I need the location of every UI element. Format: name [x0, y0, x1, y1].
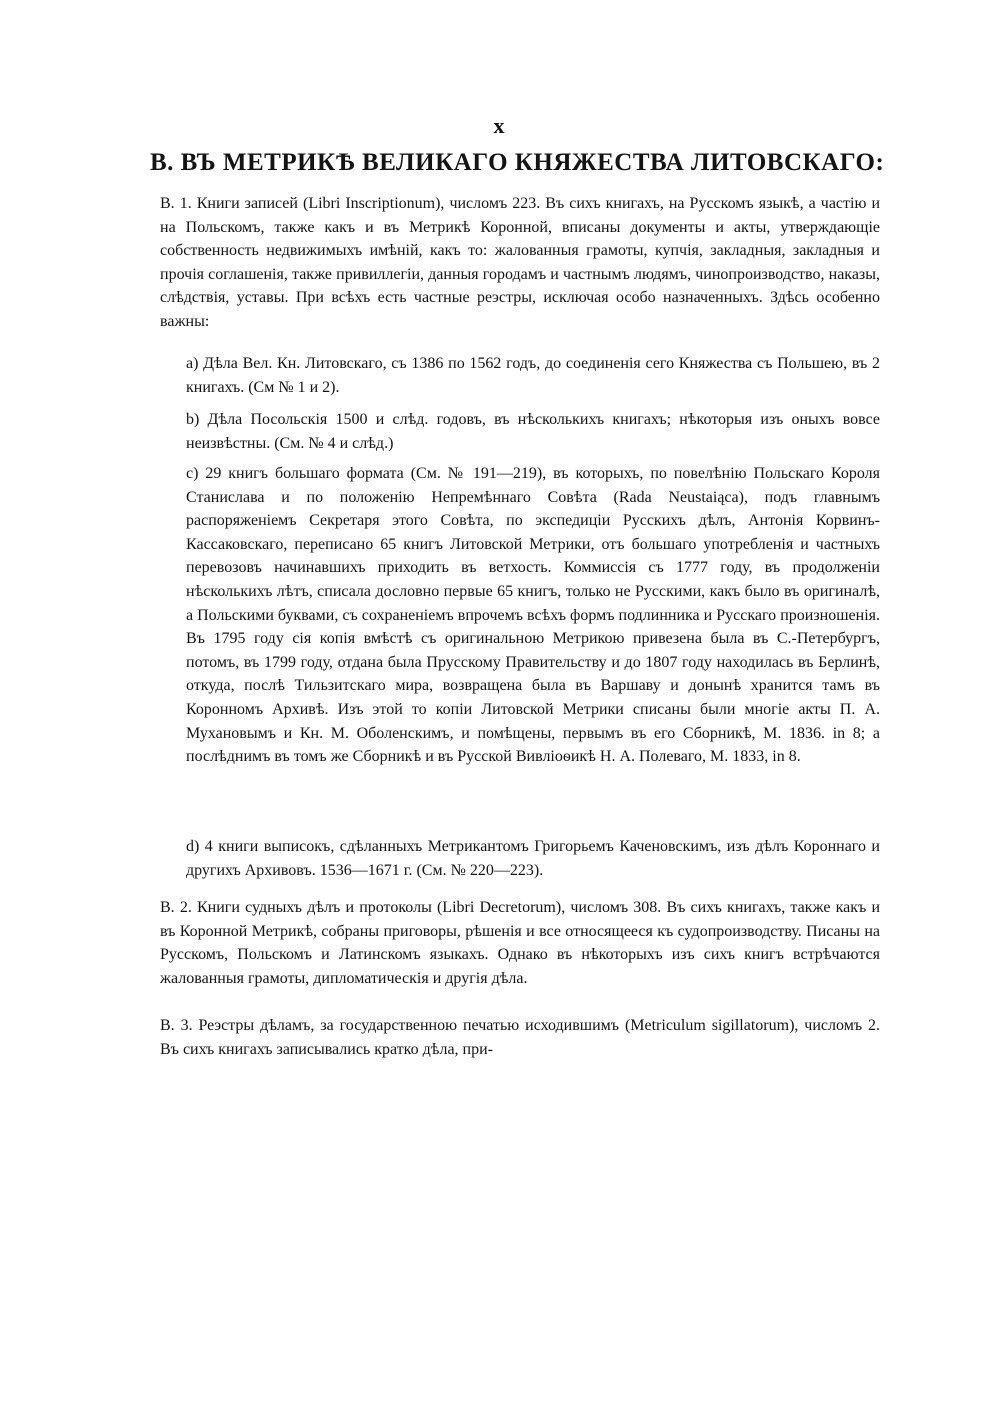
- paragraph-b3: В. 3. Реэстры дѣламъ, за государственною печатью исходившимъ (Metriculum sigillatorum), числомъ 2. Въ сихъ книгахъ записывались кратко дѣла, при-: [160, 1017, 880, 1058]
- paragraph-b2: В. 2. Книги судныхъ дѣлъ и протоколы (Libri Decretorum), числомъ 308. Въ сихъ книгахъ, также какъ и въ Коронной Метрикѣ, собраны приговоры, рѣшенія и все относящееся къ судопроизводству. Писаны на Русскомъ, Польскомъ и Латинскомъ языкахъ. Однако въ нѣкоторыхъ изъ сихъ книгъ встрѣчаются жалованныя грамоты, дипломатическія и другія дѣла.: [160, 899, 880, 987]
- paragraph-b1-b: b) Дѣла Посольскія 1500 и слѣд. годовъ, въ нѣсколькихъ книгахъ; нѣкоторыя изъ оныхъ вовсе неизвѣстны. (См. № 4 и слѣд.): [186, 411, 880, 452]
- page-number: x: [493, 113, 507, 138]
- paragraph-b1-d: d) 4 книги выписокъ, сдѣланныхъ Метрикантомъ Григорьемъ Каченовскимъ, изъ дѣлъ Короннаго и другихъ Архивовъ. 1536—1671 г. (См. № 220—223).: [186, 838, 880, 879]
- section-title: B. ВЪ МЕТРИКѢ ВЕЛИКАГО КНЯЖЕСТВА ЛИТОВСКАГО:: [150, 149, 885, 176]
- paragraph-b1: В. 1. Книги записей (Libri Inscriptionum), числомъ 223. Въ сихъ книгахъ, на Русскомъ языкѣ, а частію и на Польскомъ, также какъ и въ Метрикѣ Коронной, вписаны документы и акты, утверждающіе собственность недвижимыхъ имѣній, какъ то: жалованныя грамоты, купчія, закладныя, закладныя и прочія соглашенія, также привиллегіи, данныя городамъ и частнымъ людямъ, чинопроизводство, наказы, слѣдствія, уставы. При всѣхъ есть частные реэстры, исключая особо назначенныхъ. Здѣсь особенно важны:: [160, 195, 880, 330]
- paragraph-b1-c: c) 29 книгъ большаго формата (См. № 191—219), въ которыхъ, по повелѣнію Польскаго Короля Станислава и по положенію Непремѣннаго Совѣта (Rada Neustaiąca), подъ главнымъ распоряженіемъ Секретаря этого Совѣта, по экспедиціи Русскихъ дѣлъ, Антонія Корвинъ-Кассаковскаго, переписано 65 книгъ Литовской Метрики, отъ большаго употребленія и частныхъ перевозовъ начинавшихъ приходить въ ветхость. Коммиссія съ 1777 году, въ продолженіи нѣсколькихъ лѣтъ, списала дословно первые 65 книгъ, только не Русскими, какъ было въ оригиналѣ, а Польскими буквами, съ сохраненіемъ впрочемъ всѣхъ формъ подлинника и Русскаго произношенія. Въ 1795 году сія копія вмѣстѣ съ оригинальною Метрикою привезена была въ С.-Петербургъ, потомъ, въ 1799 году, отдана была Прусскому Правительству и до 1807 году находилась въ Берлинѣ, откуда, послѣ Тильзитскаго мира, возвращена была въ Варшаву и донынѣ хранится тамъ въ Коронномъ Архивѣ. Изъ этой то копіи Литовской Метрики списаны были многіе акты П. А. Мухановымъ и Кн. М. Оболенскимъ, и помѣщены, первымъ въ его Сборникѣ, М. 1836. in 8; а послѣднимъ въ томъ же Сборникѣ и въ Русской Вивліоѳикѣ Н. А. Полеваго, М. 1833, in 8.: [186, 465, 880, 766]
- paragraph-b1-a: a) Дѣла Вел. Кн. Литовскаго, съ 1386 по 1562 годъ, до соединенія сего Княжества съ Польшею, въ 2 книгахъ. (См № 1 и 2).: [186, 355, 880, 396]
